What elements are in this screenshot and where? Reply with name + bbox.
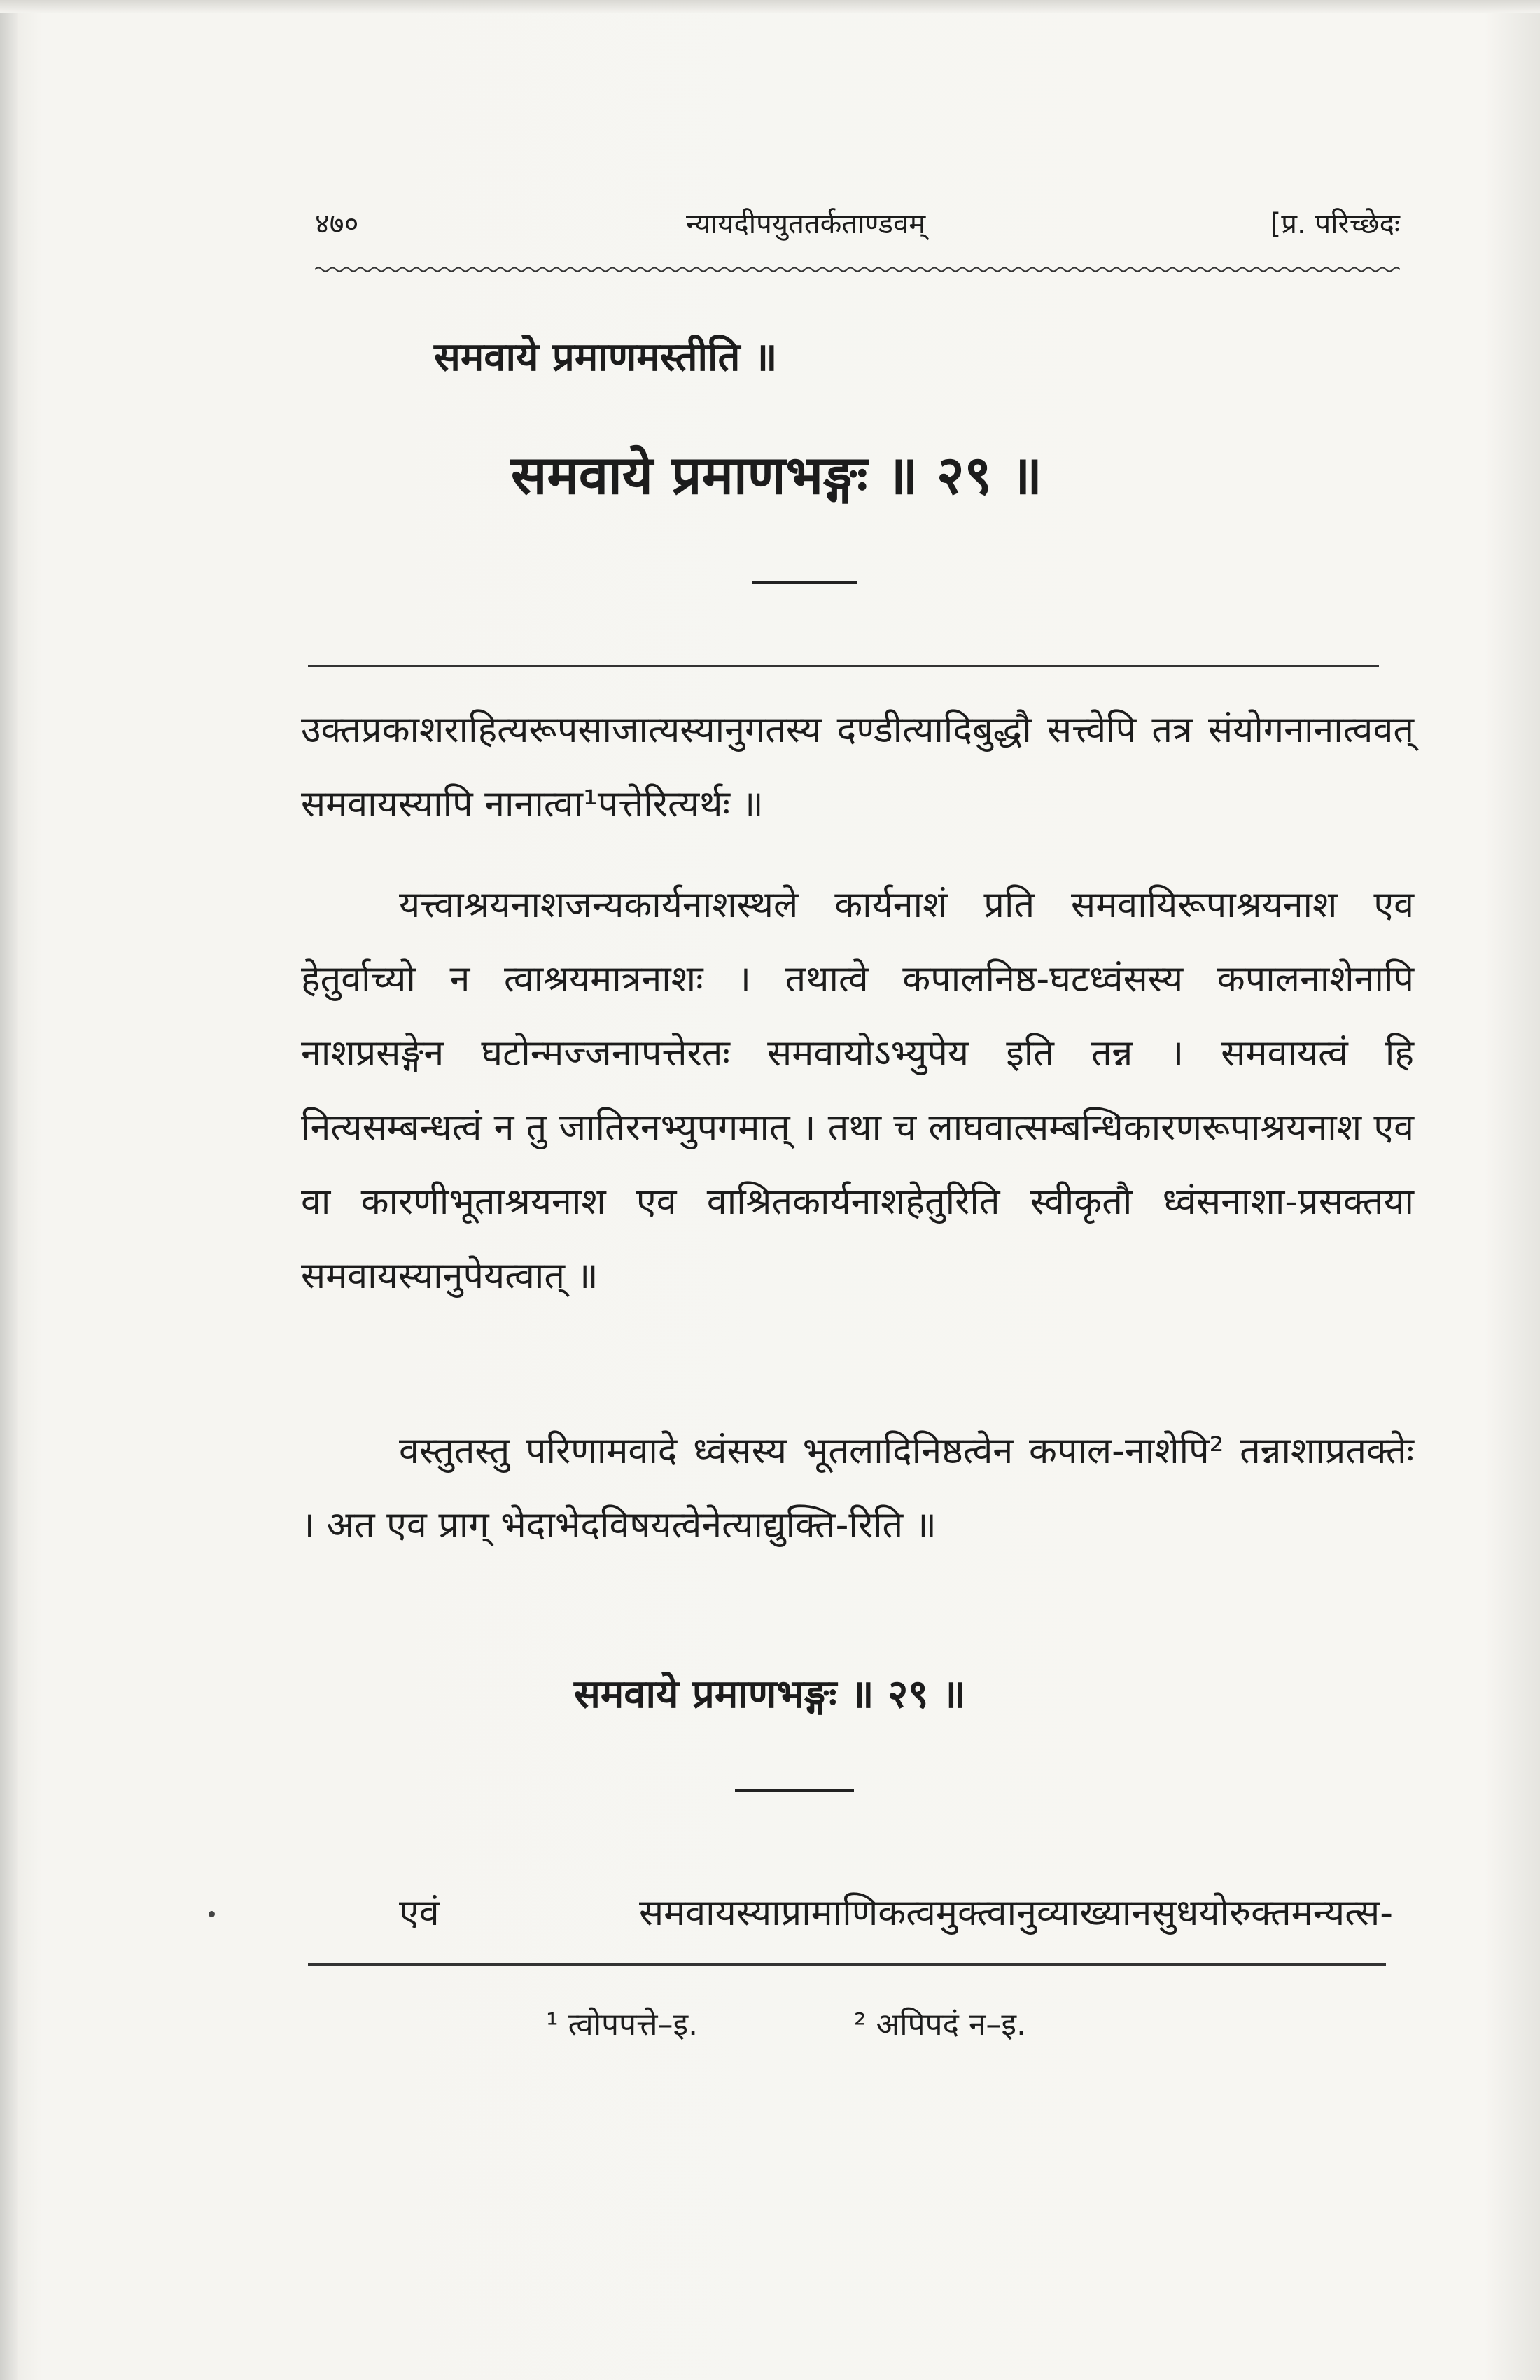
paragraph-2: यत्त्वाश्रयनाशजन्यकार्यनाशस्थले कार्यनाशं प्रति समवायिरूपाश्रयनाश एव हेतुर्वाच्यो न त्वाश्रयमात्रनाशः । तथात्वे कपालनिष्ठ-घटध्वंसस्य कपालनाशेनापि नाशप्रसङ्गेन घटोन्मज्जनापत्तेरतः समवायोऽभ्युपेय इति तन्न । समवायत्वं हि नित्यसम्बन्धत्वं न तु जातिरनभ्युपगमात् । तथा च लाघवात्सम्बन्धिकारणरूपाश्रयनाश एव वा कारणीभूताश्रयनाश एव वाश्रितकार्यनाशहेतुरिति स्वीकृतौ ध्वंसनाशा-प्रसक्तया समवायस्यानुपेयत्वात् ॥ <box>301 884 1414 1297</box>
footnote-1: ¹ त्वोपपत्ते–इ. <box>546 2007 699 2043</box>
page-number: ४७० <box>315 208 359 240</box>
running-head <box>315 203 1400 259</box>
closing-line: समवाये प्रमाणमस्तीति ॥ <box>434 335 778 380</box>
text-rule <box>308 665 1379 667</box>
binding-edge <box>0 0 18 2380</box>
footnote-2: ² अपिपदं न–इ. <box>854 2007 1026 2043</box>
section-marker: [प्र. परिच्छेदः <box>1270 208 1400 240</box>
paragraph-3: वस्तुतस्तु परिणामवादे ध्वंसस्य भूतलादिनिष्ठत्वेन कपाल-नाशेपि² तन्नाशाप्रतक्तेः । अत एव प्राग् भेदाभेदविषयत्वेनेत्याद्युक्ति-रिति ॥ <box>301 1430 1414 1546</box>
top-edge <box>0 0 1540 13</box>
section-title: समवाये प्रमाणभङ्गः ॥ २९ ॥ <box>511 444 1042 506</box>
title-underline <box>752 581 858 584</box>
header-rule <box>315 265 1400 274</box>
paragraph-1: उक्तप्रकाशराहित्यरूपसाजात्यस्यानुगतस्य दण्डीत्यादिबुद्धौ सत्त्वेपि तत्र संयोगनानात्ववत् समवायस्यापि नानात्वा¹पत्तेरित्यर्थः ॥ <box>301 709 1414 825</box>
book-title: न्यायदीपयुततर्कताण्डवम् <box>686 208 926 240</box>
paragraph-4: एवं समवायस्याप्रामाणिकत्वमुक्त्वानुव्याख्यानसुधयोरुक्तमन्यत्स- <box>399 1892 1393 1934</box>
ink-speck <box>209 1911 215 1917</box>
section-end-underline <box>735 1788 854 1792</box>
footnote-rule <box>308 1963 1386 1966</box>
section-end-title: समवाये प्रमाणभङ्गः ॥ २९ ॥ <box>574 1672 966 1717</box>
